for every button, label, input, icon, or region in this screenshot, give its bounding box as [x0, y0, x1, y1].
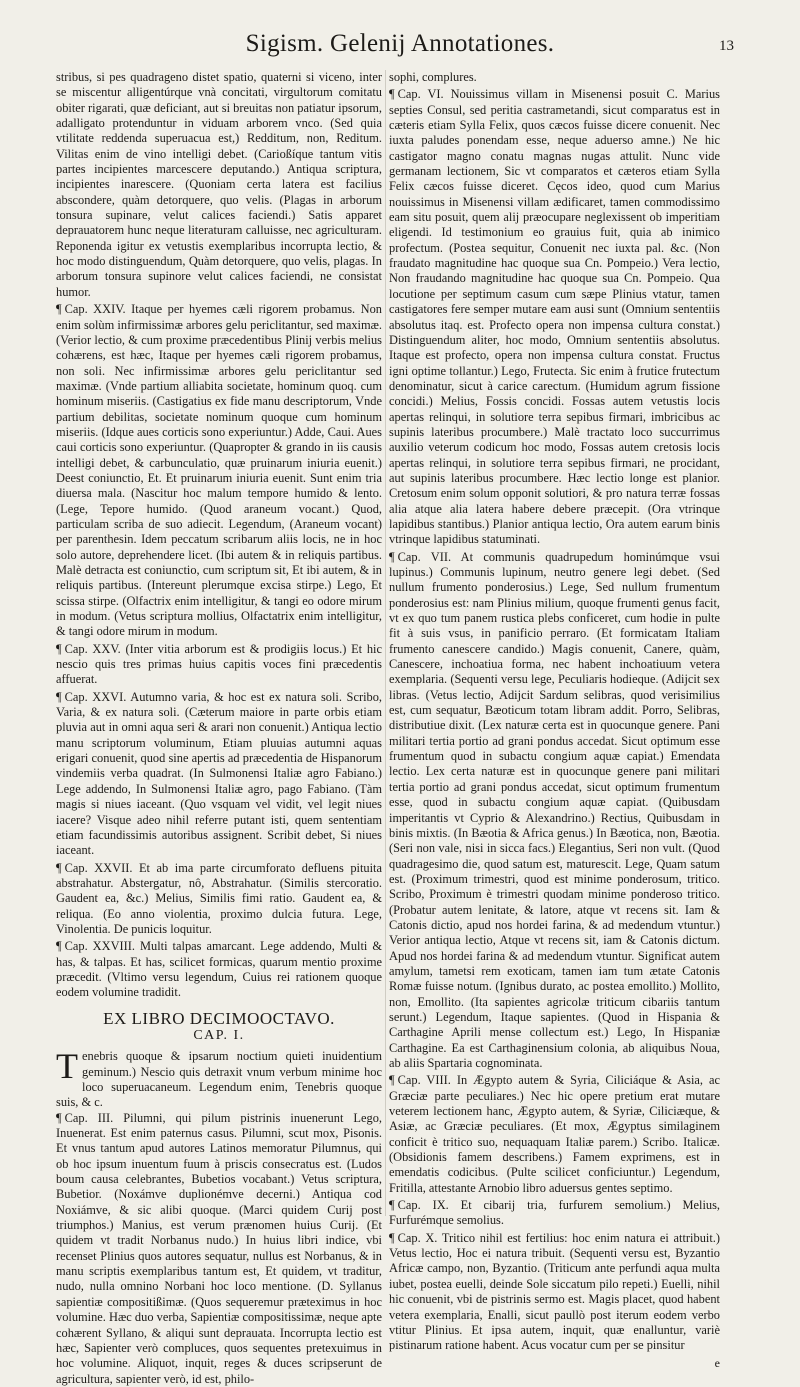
pilcrow-icon: ¶ — [56, 641, 62, 656]
paragraph-text: Cap. XXIV. Itaque per hyemes cæli rigorem probamus. Non enim solùm infirmissimæ arbores gelu periclitantur, sed maximæ. (Verior lectio, & cum proxime præcedentibus Plinij verbis melius cohærens, est hæc, Itaque per hyemes cæli rigorem probamus, non soli. Nec infirmissimæ arbores gelu periclitantur sed maximæ. (Vnde partium alliabita societate, hominum quoq. cum hominum miseriis. (Castigatius ex fide manu descriptorum, Vnde partium debilitas, societate nominum quoque cum hominum miseriis. (Idque aues corticis sono experiuntur.) Adde, Caui. Aues caui corticis sono experiuntur. (Quapropter & grando in iis causis intelligi debet, & carbunculatio, quæ pruinarum iniuria euenit.) Deest coniunctio, Et. Et pruinarum iniuria euenit. Sunt enim tria diuersa mala. (Nascitur hoc malum tempore humido & lento. (Lege, Tepore humido. (Quod araneum vocant.) Quod, particulam scriba de suo adiecit. Legendum, (Araneum vocant) per parenthesin. Idem peccatum scribarum aliis locis, ne in hoc solo autore, deprehendere licet. (Ibi autem & in reliquis partibus. Malè detracta est coniunctio, cum scriptum sit, Et ibi autem, & in reliquis partibus. (Intereunt plerumque excisa stirpe.) Lego, Et scissa stirpe. (Olfactrix enim intelligitur, & tangi eo odore mirum in modum. (Vetus scriptura mollius, Olfactatrix enim intelligitur, & tangi odore mirum in modum. — [56, 302, 382, 639]
paragraph — [56, 302, 382, 640]
paragraph-text: stribus, si pes quadrageno distet spatio, quaterni si viceno, inter se miscentur alligentúrque vnà concitati, virgultorum comitatu obiter rigarati, quæ deficiant, aut si breuitas non patiatur ipsorum, adalligato protenduntur in viduam arborem vnco. (Sed quia vtilitate reddenda superuacua est,) Redditum, non, Reditum. Vilitas enim de vino intelligi debet. (Carioßíque tantum vitis partes incipientes marcescere deputando.) Antiqua scriptura, incipientes inarescere. (Quoniam certa latera est facilius abscondere, quàm detorquere, quo velis. (Plagas in arborum tonsura supinare, velut calices faciendi.) Satis apparet deprauatorem hunc neque literaturam calluisse, nec agriculturam. Reponenda igitur ex vetustis exemplaribus incorrupta lectio, & hoc modo distinguendum, Quàm detorquere, quo velis, plagas. In arborum tonsura supinore velut calices faciendi, ne consistat humor. — [56, 70, 382, 299]
paragraph-text: Cap. XXVII. Et ab ima parte circumforato defluens pituita abstrahatur. Abstergatur, nô, Abstrahatur. (Similis stercoratio. Gaudent ea, &c.) Melius, Similis fimi ratio. Gaudent ea, & reliqua. (Eo anno violentia, proximo dulcia futura. Lege, Vinolentia. De punicis loquitur. — [56, 860, 382, 936]
paragraph-text: Cap. IX. Et cibarij tria, furfurem semolium.) Melius, Furfurémque semolius. — [389, 1198, 720, 1228]
paragraph-text: Cap. XXVIII. Multi talpas amarcant. Lege addendo, Multi & has, & talpas. Et has, scilicet formicas, quarum mentio proxime præcedit. (Vltimo versu legendum, Cuius rei rationem quoque eodem volumine tradidit. — [56, 939, 382, 1000]
paragraph — [389, 1231, 720, 1354]
paragraph — [56, 642, 382, 688]
paragraph — [389, 550, 720, 1072]
paragraph-text: Cap. XXVI. Autumno varia, & hoc est ex natura soli. Scribo, Varia, & ex natura soli. (Cæterum maiore in parte orbis etiam pluvia aut in omni aqua seri & arari non conuenit.) Antiqua lectio manu scriptorum voluminum, Etiam pluuias autumni aquas erigari conuenit, quod sine apertis ad præcedentia de Hispanorum vindemiis verba quadrat. (In Sulmonensi Italiæ agro Fabiano.) Lege addendo, In Sulmonensi Italiæ agro, pago Fabiano. (Tàm magis si niues iaceant. (Quo vsquam vel vidit, vel legit niues iacere? Visque adeo nihil referre putant isti, quem sententiam etiam facundissimis autoribus assignent. Scribit debet, Si niues iaceant. — [56, 689, 382, 858]
drop-capital: T — [56, 1046, 78, 1087]
pilcrow-icon: ¶ — [56, 860, 62, 875]
left-column — [56, 70, 382, 1386]
paragraph-text: Cap. X. Tritico nihil est fertilius: hoc enim natura ei attribuit.) Vetus lectio, Hoc ei natura tribuit. (Sequenti versu est, Byzantio Africæ campo, non, Byzantio. (Triticum ante perfundi aqua multa iubet, postea euelli, deinde Sole siccatum pilo repeti.) Euelli, nihil hic conuenit, vbi de pistrinis sermo est. Magis placet, quod habent vetera exemplaria, Enalli, sicut paullò post iterum eodem verbo vtitur Plinius. Et ipsa autem, inquit, quæ enalluntur, variè pistinarum ratione habent. Acus vocatur cum per se pinsitur — [389, 1230, 720, 1353]
paragraph — [56, 861, 382, 938]
book-heading: EX LIBRO DECIMOOCTAVO. — [103, 1008, 335, 1028]
paragraph-text: Cap. XXV. (Inter vitia arborum est & prodigiis locus.) Et hic nescio quis tres primas huius capitis voces fini præcedentis affuerat. — [56, 641, 382, 687]
paragraph — [56, 1046, 382, 1110]
paragraph — [389, 1198, 720, 1229]
pilcrow-icon: ¶ — [389, 549, 395, 564]
paragraph — [389, 1073, 720, 1196]
book-paragraphs — [56, 1046, 382, 1387]
paragraph-text: Cap. VII. At communis quadrupedum hominúmque vsui lupinus.) Communis lupinum, neutro genere legi debet. (Sed nullum frumento ponderosius.) Lege, Sed nullum frumentum ponderosius est: nam Plinius milium, quoque frumenti genus facit, vt ex quo tum panem rustica plebs conficeret, cum hodie in pulte fit à suis vsus, in panificio perraro. (Et formicatam Italiam frumento canescere candido.) Magis conuenit, Canere, quàm, Canescere, inchoatiua forma, nec habent inchoatiuum vetera exemplaria. (Sequenti versu lege, Peculiaris hodieque. (Adijcit sex libras. (Vetus lectio, Adijcit Sardum selibras, quod verisimilius est, cum sequatur, Bæoticum totam libram addit. Porro, Selibras, distributiue dixit. (Lex naturæ certa est in quocunque genere. Pani militari tertia portio ad grani pondus accedat. Sicut optimum esse frumentum quod in subactu congium aquæ capiat.) Emendata lectio. Lex certa naturæ est in quocunque genere pani militari tertia portio ad grani pondus accedat, sicut optimum frumentum esse, quod in subactu congium aquæ capiat. (Quibusdam imperitantis vt Cyprio & Alexandrino.) Rectius, Quibusdam in binis mixtis. (In Bæotia & Africa genus.) In Bæotica, non, Bæotia. (Seri non vale, nisi in sicca facs.) Elegantius, Seri non vult. (Quod quadragesimo die, quod satum est, maturescit. Lege, Quam satum est. (Proximum trimestri, quod est minime ponderosum, tritico. Scribo, Proximum è trimestri quodam minime ponderoso tritico. (Probatur autem lenitate, & latore, atque vt recens sit. Iam & Catonis dictio, apud nos hordei farina, & ad medendum vtuntur.) Verior antiqua lectio, Atque vt recens sit, iam & Catonis dictum. Apud nos hordei farina & ad medendum vtuntur. Significat autem amylum, tametsi rem exoticam, tamen iam tum ætate Catonis Romæ fuisse notum. (Ignibus durato, ac postea emollito.) Mollito, non, Emollito. (Ita sapientes agricolæ triticum cibariis tantum serunt.) Legendum, Itaque sapientes. (Quod in Hispania & Carthagine Aprili mense collectum est.) Lego, In Hispaniæ Carthagine. Ea est Carthaginensium colonia, ab aliquibus Noua, ab aliis Spartaria cognominata. — [389, 549, 720, 1070]
chapter-heading: CAP. I. — [193, 1027, 245, 1043]
right-column-paragraphs — [389, 70, 720, 1354]
pilcrow-icon: ¶ — [56, 939, 62, 954]
paragraph-text: Cap. III. Pilumni, qui pilum pistrinis inuenerunt Lego, Inuenerat. Est enim paternus casus. Pilumni, scut mox, Pisonis. Et vnus tantum apud autores Latinos memoratur Pilumnus, qui ob hoc ipsum inuentum fuum à priscis consecratus est. (Ludos boum causa celebrantes, Bubetios vocabant.) Vetus scriptura, Bubetior. (Noxámve duplionémve decerni.) Antiqua cod Noxiámve, & sic alibi quoque. (Marci quidem Curij post triumphos.) Manius, est verum prænomen huius Curij. (Et quidem vt tradit Norbanus nudo.) In huius libri indice, vbi recenset Plinius quos autores sequatur, nullus est Norbanus, & in manu scriptis exemplaribus tantum est, Et quidem, vt traditur, nudo, nulla omnino Norbani hoc loco mentione. (D. Syllanus sapientiæ compositißimæ. (Quos sequeremur præteximus in hoc volumine. Hæc duo verba, Sapientiæ compositissimæ, neque apte cohærent Syllano, & aliqui sunt deprauata. Incorrupta lectio est hæc, Sapienter verò compluces, quos sequentes pretexuimus in hoc volumine. Aliquot, inquit, reges & duces scripserunt de agricultura, sapienter verò, id est, philo- — [56, 1110, 382, 1386]
paragraph-text: enebris quoque & ipsarum noctium quieti inuidentium geminum.) Nescio quis detraxit vnum verbum minime hoc loco superuacaneum. Legendum enim, Tenebris quoque suis, & c. — [56, 1049, 382, 1110]
pilcrow-icon: ¶ — [56, 302, 62, 317]
pilcrow-icon: ¶ — [389, 1073, 395, 1088]
column-divider — [385, 70, 386, 1216]
paragraph — [389, 87, 720, 547]
right-column — [389, 70, 720, 1370]
pilcrow-icon: ¶ — [56, 1110, 62, 1125]
pilcrow-icon: ¶ — [389, 87, 395, 102]
pilcrow-icon: ¶ — [389, 1198, 395, 1213]
catchword: e — [714, 1355, 720, 1370]
paragraph — [56, 70, 382, 300]
paragraph-text: sophi, complures. — [389, 70, 477, 84]
running-head: Sigism. Gelenij Annotationes. — [245, 30, 555, 57]
paragraph-text: Cap. VIII. In Ægypto autem & Syria, Ciliciáque & Asia, ac Græciæ parte peculiares.) Nec hic opere pretium erat mutare veterem lectionem hanc, Ægypto autem, & Syriæ, Ciliciæque, & Asiæ, ac Græciæ peculiares. (Et mox, Ægyptus similaginem conficit è tritico suo, nequaquam Italiæ parem.) Scribo. Italicæ. (Obsidionis famem describens.) Famem exprimens, est in emendatis codicibus. (Pulte scilicet conficiuntur.) Legendum, Fritilla, attestante Arnobio libro aduersus gentes septimo. — [389, 1073, 720, 1195]
page-header — [0, 28, 800, 68]
paragraph — [389, 70, 720, 85]
left-column-paragraphs — [56, 70, 382, 1001]
paragraph — [56, 939, 382, 1000]
paragraph — [56, 690, 382, 859]
pilcrow-icon: ¶ — [56, 689, 62, 704]
paragraph-text: Cap. VI. Nouissimus villam in Misenensi posuit C. Marius septies Consul, sed peritia castrametandi, sicut comparatus est in cæteris etiam Sylla Felix, quos cæcos fuisse dicere conuenit. Nec iuxta paludes ponendam esse, neque aduerso amne.) Ne hic castigator magno conatu magnas nugas attulit. Nunc vide germanam lectionem, Sic vt comparatos et cæteros etiam Sylla Felix cæcos fuisse diceret. Cęcos ideo, quod cum Marius nouissimus in Misenensi villam ædificaret, tamen commodissimo eam situ posuit, quem alij præocupare neglexissent ob imperitiam eligendi. Id testimonium eo grauius fuit, quia ab inimico profectum. (Postea sequitur, Conuenit nec iuxta pal. &c. (Non fraudato magnitudine hac quoque sua Cn. Pompeio.) Vera lectio, Non fraudando magnitudine hac quoque sua Cn. Pompeio. Qua locutione per septimum casum cum sæpe Plinius vtatur, tamen castigatores fere semper mutare eam ausi sunt (Omnium sententiis absolutus itaq. est. Profecto opera non impensa cultura constat.) Distinguendum aliter, hoc modo, Omnium sententiis absolutus. Itaque est profecto, opera non impensa cultura constat. Fructus igni optime tollantur.) Lego, Frutecta. Sic enim à frutice frutectum denominatur, sicut à carice carectum. (Humidum agrum fissione concidi.) Melius, Fossis concidi. Fossas autem vetustis locis apertas relinqui, in solutiore terra sepibus firmari, imbricibus ac supinis lateribus procumbere.) Malè tractato loco succurrimus auxilio veterum codicum hoc modo, Fossas autem cretosis locis apertas relinqui, in solutiore terra sepibus firmari, ne procidant, aut supinis lateribus procumbere. Hæc lectio longe est planior. Cretosum enim solum opponit solutiori, & pro natura terræ fossas alia atque alia latera habere debere præcepit. (Ora vtrinque lapidibus stantibus.) Planior antiqua lectio, Ora autem earum binis vtrinque lapidibus statuminati. — [389, 87, 720, 547]
paragraph — [56, 1111, 382, 1387]
page-number: 13 — [719, 38, 734, 54]
pilcrow-icon: ¶ — [389, 1230, 395, 1245]
